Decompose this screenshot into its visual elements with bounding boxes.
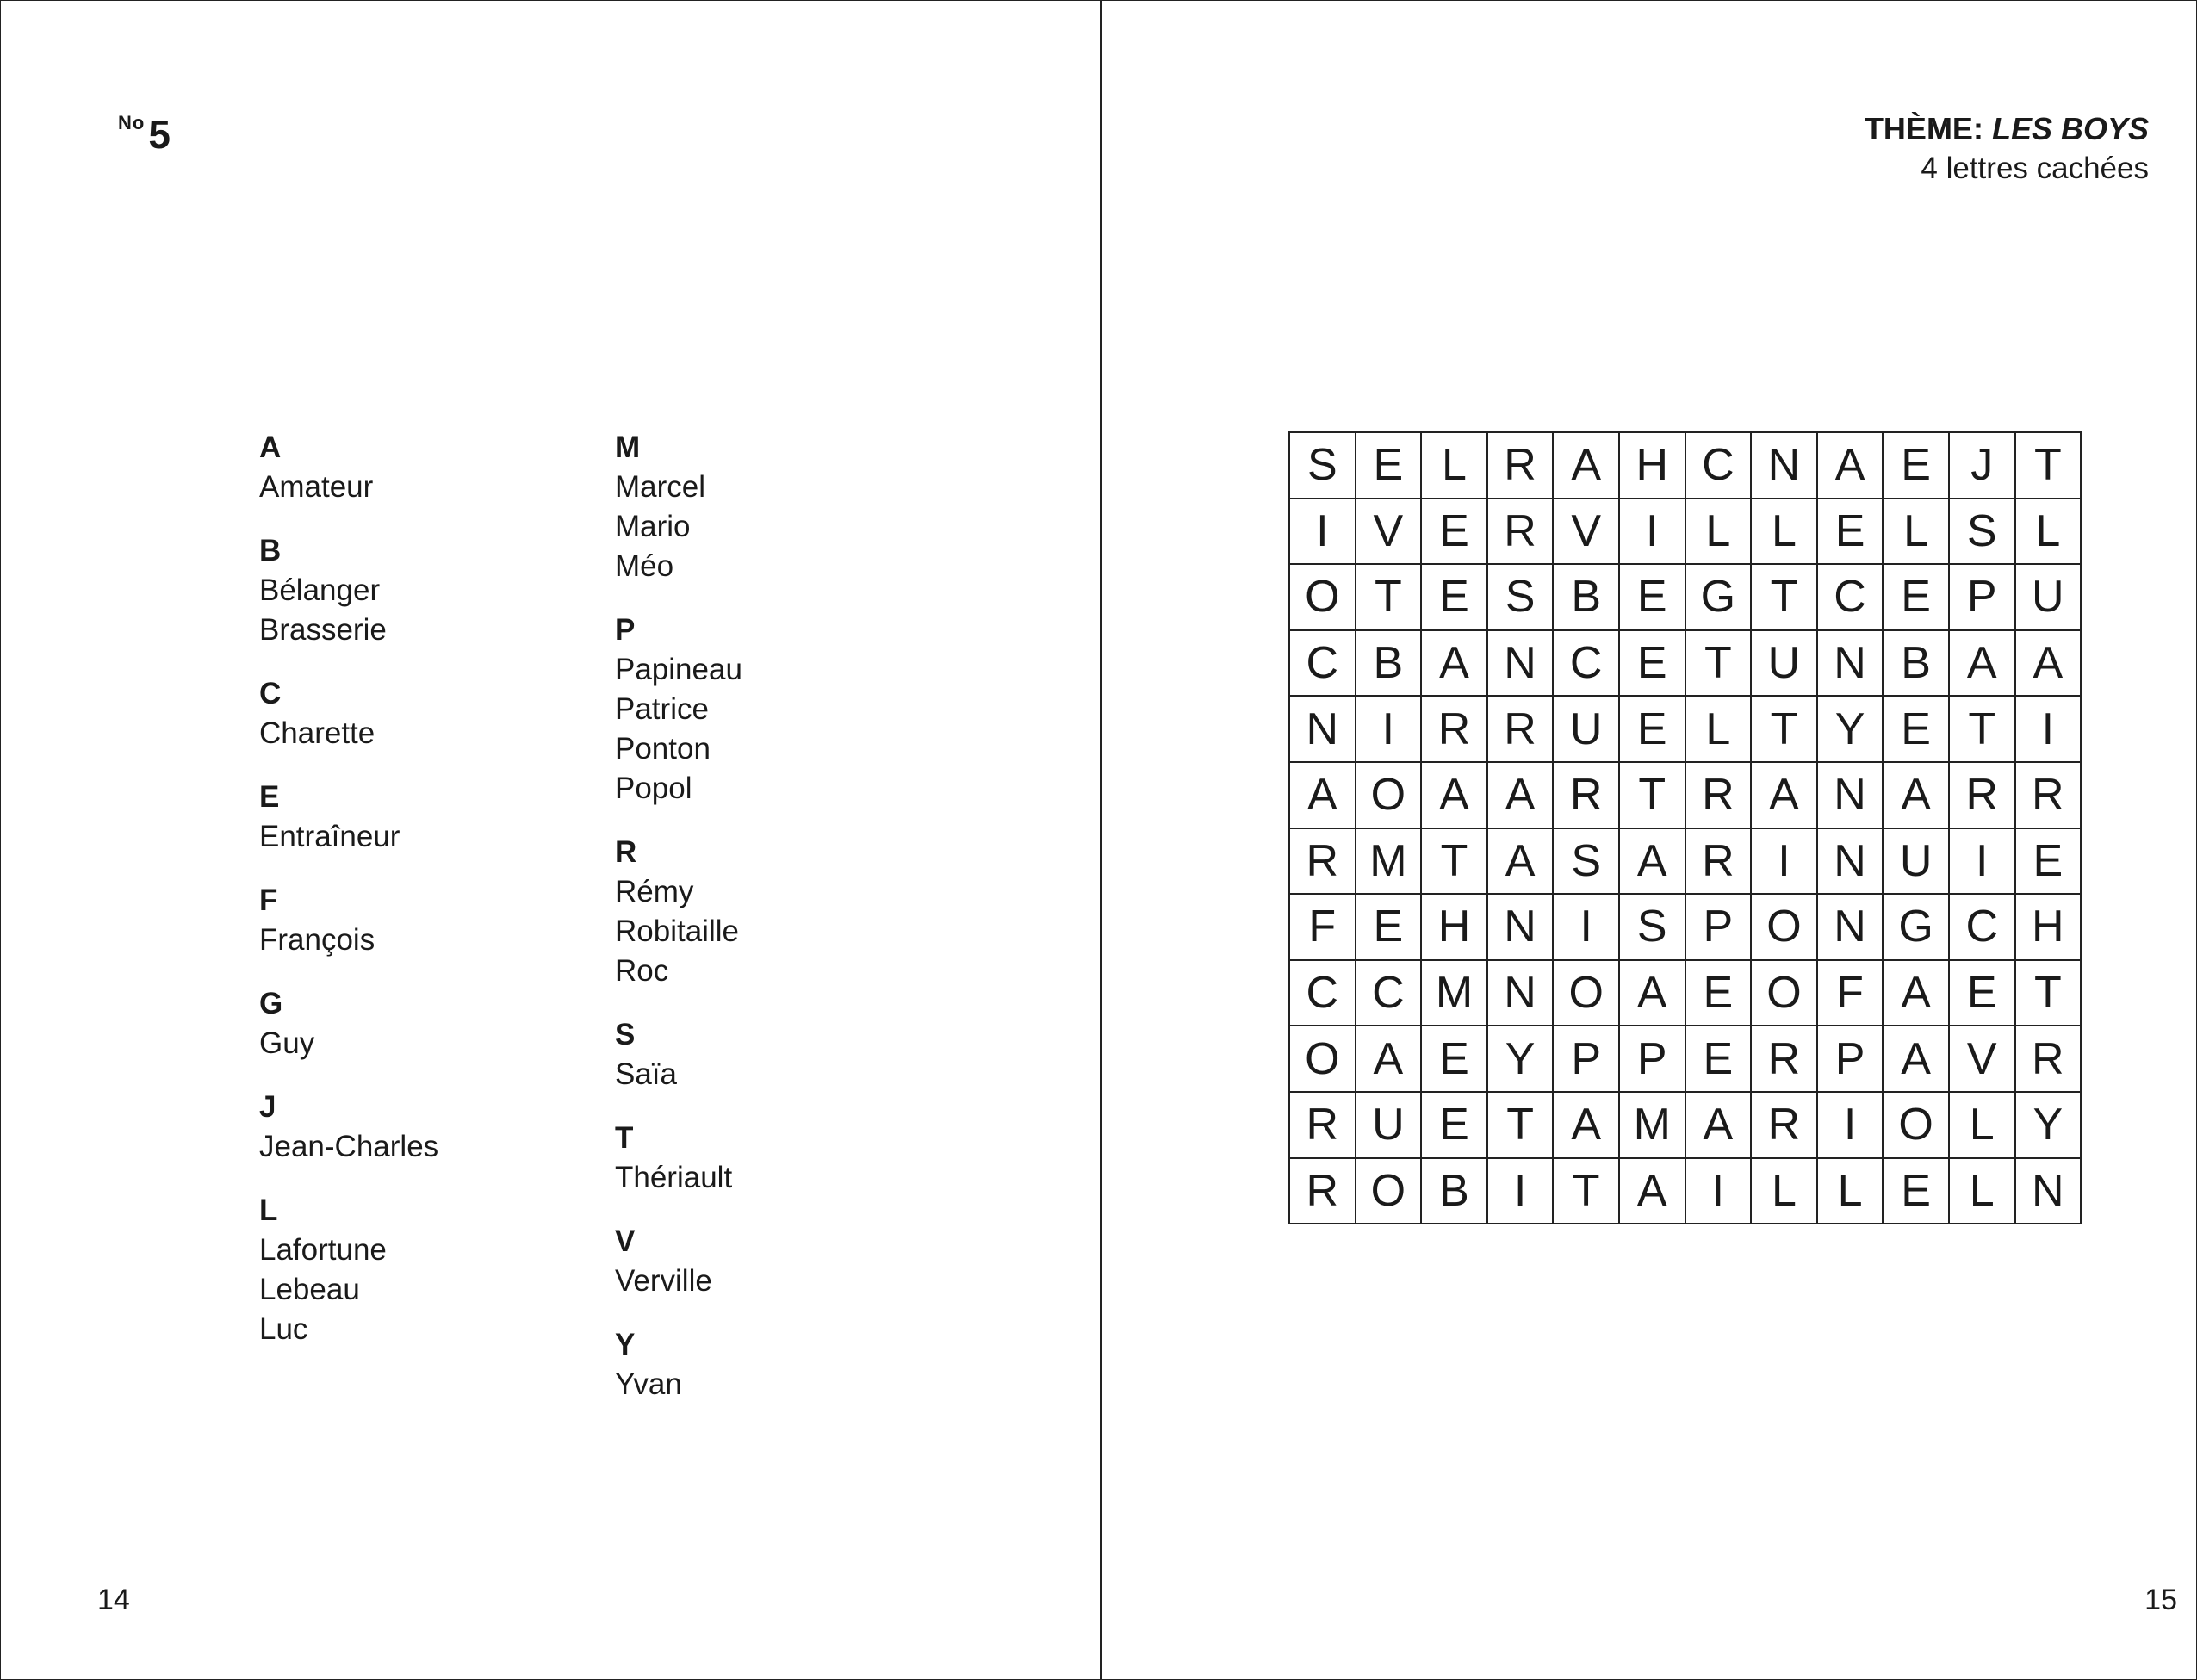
word-item: Jean-Charles xyxy=(259,1130,439,1163)
grid-cell[interactable]: I xyxy=(2016,697,2082,763)
grid-cell[interactable]: A xyxy=(1818,433,1884,499)
grid-cell[interactable]: P xyxy=(1620,1026,1686,1093)
grid-cell[interactable]: N xyxy=(1752,433,1818,499)
hidden-letters-count: 4 lettres cachées xyxy=(1921,152,2149,185)
group-letter: B xyxy=(259,534,282,567)
grid-cell[interactable]: P xyxy=(1950,565,2016,631)
grid-cell[interactable]: A xyxy=(1620,1159,1686,1225)
grid-cell[interactable]: C xyxy=(1290,961,1356,1027)
word-item: Rémy xyxy=(615,875,694,908)
grid-cell[interactable]: L xyxy=(1884,499,1950,566)
grid-cell[interactable]: A xyxy=(1620,829,1686,896)
grid-cell[interactable]: C xyxy=(1554,631,1620,697)
grid-cell[interactable]: O xyxy=(1290,1026,1356,1093)
grid-cell[interactable]: M xyxy=(1356,829,1423,896)
grid-cell[interactable]: O xyxy=(1356,1159,1423,1225)
grid-cell[interactable]: A xyxy=(1488,829,1555,896)
word-group xyxy=(259,428,586,507)
grid-cell[interactable]: R xyxy=(1488,499,1555,566)
word-item: Bélanger xyxy=(259,573,381,607)
grid-cell[interactable]: R xyxy=(1290,1159,1356,1225)
word-group xyxy=(615,611,942,809)
grid-cell[interactable]: A xyxy=(1356,1026,1423,1093)
word-item: Thériault xyxy=(615,1161,733,1194)
grid-cell[interactable]: C xyxy=(1950,895,2016,961)
word-item: Lebeau xyxy=(259,1273,360,1306)
word-item: Roc xyxy=(615,954,669,988)
group-letter: A xyxy=(259,431,282,464)
grid-cell[interactable]: R xyxy=(2016,1026,2082,1093)
grid-cell[interactable]: P xyxy=(1818,1026,1884,1093)
word-item: Charette xyxy=(259,716,375,750)
word-item: Luc xyxy=(259,1312,308,1346)
word-group xyxy=(259,1088,586,1167)
word-item: Yvan xyxy=(615,1367,682,1401)
word-group xyxy=(615,833,942,991)
grid-cell[interactable]: U xyxy=(1554,697,1620,763)
group-letter: C xyxy=(259,677,282,710)
grid-cell[interactable]: N xyxy=(1488,895,1555,961)
theme-title xyxy=(1865,109,2149,149)
grid-cell[interactable]: C xyxy=(1356,961,1423,1027)
word-item: Patrice xyxy=(615,692,709,726)
grid-cell[interactable]: T xyxy=(1422,829,1488,896)
grid-cell[interactable]: E xyxy=(1686,961,1753,1027)
grid-cell[interactable]: T xyxy=(1752,697,1818,763)
number-value: 5 xyxy=(148,112,171,157)
grid-cell[interactable]: E xyxy=(1422,1093,1488,1159)
grid-cell[interactable]: T xyxy=(1620,763,1686,829)
grid-cell[interactable]: P xyxy=(1554,1026,1620,1093)
grid-cell[interactable]: R xyxy=(2016,763,2082,829)
grid-cell[interactable]: O xyxy=(1356,763,1423,829)
grid-cell[interactable]: L xyxy=(1950,1093,2016,1159)
word-group xyxy=(259,531,586,650)
grid-cell[interactable]: A xyxy=(1950,631,2016,697)
grid-cell[interactable]: N xyxy=(1488,961,1555,1027)
grid-cell[interactable]: U xyxy=(1752,631,1818,697)
grid-cell[interactable]: I xyxy=(1620,499,1686,566)
grid-cell[interactable]: A xyxy=(1554,433,1620,499)
grid-cell[interactable]: F xyxy=(1290,895,1356,961)
group-letter: P xyxy=(615,613,636,647)
grid-cell[interactable]: I xyxy=(1488,1159,1555,1225)
grid-cell[interactable]: A xyxy=(1488,763,1555,829)
group-letter: M xyxy=(615,431,641,464)
grid-cell[interactable]: B xyxy=(1422,1159,1488,1225)
grid-cell[interactable]: S xyxy=(1290,433,1356,499)
grid-cell[interactable]: E xyxy=(1884,565,1950,631)
puzzle-number xyxy=(118,111,171,158)
grid-cell[interactable]: T xyxy=(1356,565,1423,631)
grid-cell[interactable]: O xyxy=(1752,961,1818,1027)
grid-cell[interactable]: G xyxy=(1686,565,1753,631)
grid-cell[interactable]: A xyxy=(1752,763,1818,829)
grid-cell[interactable]: N xyxy=(1488,631,1555,697)
grid-cell[interactable]: S xyxy=(1950,499,2016,566)
word-group xyxy=(615,1119,942,1198)
grid-cell[interactable]: A xyxy=(1884,961,1950,1027)
grid-cell[interactable]: P xyxy=(1686,895,1753,961)
grid-cell[interactable]: U xyxy=(2016,565,2082,631)
group-letter: L xyxy=(259,1193,278,1227)
grid-cell[interactable]: T xyxy=(2016,433,2082,499)
word-group xyxy=(615,428,942,586)
grid-cell[interactable]: E xyxy=(1422,565,1488,631)
word-item: François xyxy=(259,923,375,957)
grid-cell[interactable]: A xyxy=(1290,763,1356,829)
theme-block xyxy=(1865,109,2149,189)
word-group xyxy=(259,881,586,960)
grid-cell[interactable]: V xyxy=(1356,499,1423,566)
grid-cell[interactable]: H xyxy=(1620,433,1686,499)
group-letter: J xyxy=(259,1090,276,1124)
grid-cell[interactable]: T xyxy=(1950,697,2016,763)
grid-cell[interactable]: T xyxy=(1686,631,1753,697)
grid-cell[interactable]: I xyxy=(1818,1093,1884,1159)
number-prefix: No xyxy=(118,112,146,133)
word-item: Lafortune xyxy=(259,1233,387,1267)
word-item: Entraîneur xyxy=(259,820,400,853)
group-letter: R xyxy=(615,835,637,869)
grid-cell[interactable]: T xyxy=(1488,1093,1555,1159)
grid-cell[interactable]: S xyxy=(1554,829,1620,896)
word-search-grid xyxy=(1288,431,2082,1224)
grid-cell[interactable]: G xyxy=(1884,895,1950,961)
grid-cell[interactable]: N xyxy=(2016,1159,2082,1225)
grid-cell[interactable]: F xyxy=(1818,961,1884,1027)
grid-cell[interactable]: I xyxy=(1686,1159,1753,1225)
group-letter: G xyxy=(259,987,283,1020)
word-group xyxy=(259,984,586,1063)
grid-cell[interactable]: E xyxy=(1620,697,1686,763)
group-letter: F xyxy=(259,883,278,917)
word-item: Robitaille xyxy=(615,914,739,948)
grid-cell[interactable]: S xyxy=(1488,565,1555,631)
grid-cell[interactable]: T xyxy=(2016,961,2082,1027)
grid-cell[interactable]: Y xyxy=(1488,1026,1555,1093)
grid-cell[interactable]: E xyxy=(1422,1026,1488,1093)
grid-cell[interactable]: M xyxy=(1620,1093,1686,1159)
grid-cell[interactable]: O xyxy=(1884,1093,1950,1159)
grid-cell[interactable]: S xyxy=(1620,895,1686,961)
grid-cell[interactable]: L xyxy=(1950,1159,2016,1225)
grid-cell[interactable]: N xyxy=(1818,829,1884,896)
grid-cell[interactable]: E xyxy=(1356,895,1423,961)
word-group xyxy=(615,1015,942,1094)
grid-cell[interactable]: O xyxy=(1290,565,1356,631)
word-item: Brasserie xyxy=(259,613,387,647)
grid-cell[interactable]: O xyxy=(1752,895,1818,961)
grid-cell[interactable]: E xyxy=(1884,1159,1950,1225)
word-item: Papineau xyxy=(615,653,742,686)
grid-cell[interactable]: I xyxy=(1356,697,1423,763)
word-list-column-1 xyxy=(259,428,586,1373)
grid-cell[interactable]: R xyxy=(1686,763,1753,829)
word-item: Mario xyxy=(615,510,691,543)
word-item: Verville xyxy=(615,1264,712,1298)
grid-cell[interactable]: E xyxy=(1620,631,1686,697)
grid-cell[interactable]: L xyxy=(1818,1159,1884,1225)
grid-cell[interactable]: I xyxy=(1554,895,1620,961)
grid-cell[interactable]: T xyxy=(1554,1159,1620,1225)
grid-cell[interactable]: L xyxy=(1422,433,1488,499)
grid-cell[interactable]: J xyxy=(1950,433,2016,499)
grid-cell[interactable]: C xyxy=(1818,565,1884,631)
group-letter: S xyxy=(615,1018,636,1051)
group-letter: T xyxy=(615,1121,634,1155)
grid-cell[interactable]: R xyxy=(1422,697,1488,763)
group-letter: Y xyxy=(615,1328,636,1361)
grid-cell[interactable]: L xyxy=(2016,499,2082,566)
grid-cell[interactable]: V xyxy=(1950,1026,2016,1093)
grid-cell[interactable]: N xyxy=(1290,697,1356,763)
word-item: Saïa xyxy=(615,1057,677,1091)
grid-cell[interactable]: H xyxy=(1422,895,1488,961)
grid-cell[interactable]: A xyxy=(1884,1026,1950,1093)
grid-cell[interactable]: I xyxy=(1752,829,1818,896)
grid-cell[interactable]: L xyxy=(1686,499,1753,566)
grid-cell[interactable]: C xyxy=(1686,433,1753,499)
word-group xyxy=(259,778,586,857)
word-item: Méo xyxy=(615,549,674,583)
grid-cell[interactable]: R xyxy=(1290,1093,1356,1159)
grid-cell[interactable]: A xyxy=(1884,763,1950,829)
grid-cell[interactable]: A xyxy=(1686,1093,1753,1159)
grid-cell[interactable]: U xyxy=(1356,1093,1423,1159)
grid-cell[interactable]: Y xyxy=(2016,1093,2082,1159)
grid-cell[interactable]: R xyxy=(1488,697,1555,763)
grid-cell[interactable]: E xyxy=(1950,961,2016,1027)
grid-cell[interactable]: N xyxy=(1818,895,1884,961)
grid-cell[interactable]: R xyxy=(1752,1026,1818,1093)
grid-cell[interactable]: R xyxy=(1686,829,1753,896)
grid-cell[interactable]: L xyxy=(1752,1159,1818,1225)
page-number-left: 14 xyxy=(97,1584,130,1616)
left-page xyxy=(1,1,1100,1679)
grid-cell[interactable]: N xyxy=(1818,631,1884,697)
word-item: Ponton xyxy=(615,732,711,766)
grid-cell[interactable]: E xyxy=(1356,433,1423,499)
grid-cell[interactable]: A xyxy=(2016,631,2082,697)
grid-cell[interactable]: I xyxy=(1290,499,1356,566)
grid-cell[interactable]: L xyxy=(1752,499,1818,566)
grid-cell[interactable]: U xyxy=(1884,829,1950,896)
theme-label: THÈME: xyxy=(1864,111,1983,146)
grid-cell[interactable]: E xyxy=(1422,499,1488,566)
grid-cell[interactable]: L xyxy=(1686,697,1753,763)
grid-cell[interactable]: E xyxy=(1686,1026,1753,1093)
grid-cell[interactable]: R xyxy=(1752,1093,1818,1159)
grid-cell[interactable]: N xyxy=(1818,763,1884,829)
grid-cell[interactable]: E xyxy=(1884,697,1950,763)
group-letter: E xyxy=(259,780,280,814)
grid-cell[interactable]: M xyxy=(1422,961,1488,1027)
grid-cell[interactable]: T xyxy=(1752,565,1818,631)
grid-cell[interactable]: A xyxy=(1422,631,1488,697)
word-group xyxy=(615,1222,942,1301)
word-group xyxy=(259,674,586,753)
word-item: Marcel xyxy=(615,470,706,504)
grid-cell[interactable]: B xyxy=(1554,565,1620,631)
grid-cell[interactable]: R xyxy=(1950,763,2016,829)
grid-cell[interactable]: B xyxy=(1356,631,1423,697)
page-number-right: 15 xyxy=(2144,1584,2177,1616)
grid-cell[interactable]: H xyxy=(2016,895,2082,961)
grid-cell[interactable]: R xyxy=(1290,829,1356,896)
group-letter: V xyxy=(615,1224,636,1258)
grid-cell[interactable]: R xyxy=(1488,433,1555,499)
grid-cell[interactable]: E xyxy=(1884,433,1950,499)
word-group xyxy=(615,1325,942,1404)
grid-cell[interactable]: I xyxy=(1950,829,2016,896)
grid-cell[interactable]: C xyxy=(1290,631,1356,697)
grid-cell[interactable]: A xyxy=(1554,1093,1620,1159)
grid-cell[interactable]: V xyxy=(1554,499,1620,566)
grid-cell[interactable]: Y xyxy=(1818,697,1884,763)
grid-cell[interactable]: E xyxy=(1818,499,1884,566)
grid-cell[interactable]: E xyxy=(1620,565,1686,631)
grid-cell[interactable]: A xyxy=(1620,961,1686,1027)
grid-cell[interactable]: E xyxy=(2016,829,2082,896)
grid-cell[interactable]: R xyxy=(1554,763,1620,829)
grid-cell[interactable]: B xyxy=(1884,631,1950,697)
word-group xyxy=(259,1191,586,1349)
word-item: Guy xyxy=(259,1026,315,1060)
grid-cell[interactable]: A xyxy=(1422,763,1488,829)
grid-cell[interactable]: O xyxy=(1554,961,1620,1027)
word-item: Amateur xyxy=(259,470,374,504)
word-list-column-2 xyxy=(615,428,942,1429)
right-page xyxy=(1102,1,2196,1679)
word-item: Popol xyxy=(615,772,692,805)
theme-name: LES BOYS xyxy=(1991,111,2149,146)
